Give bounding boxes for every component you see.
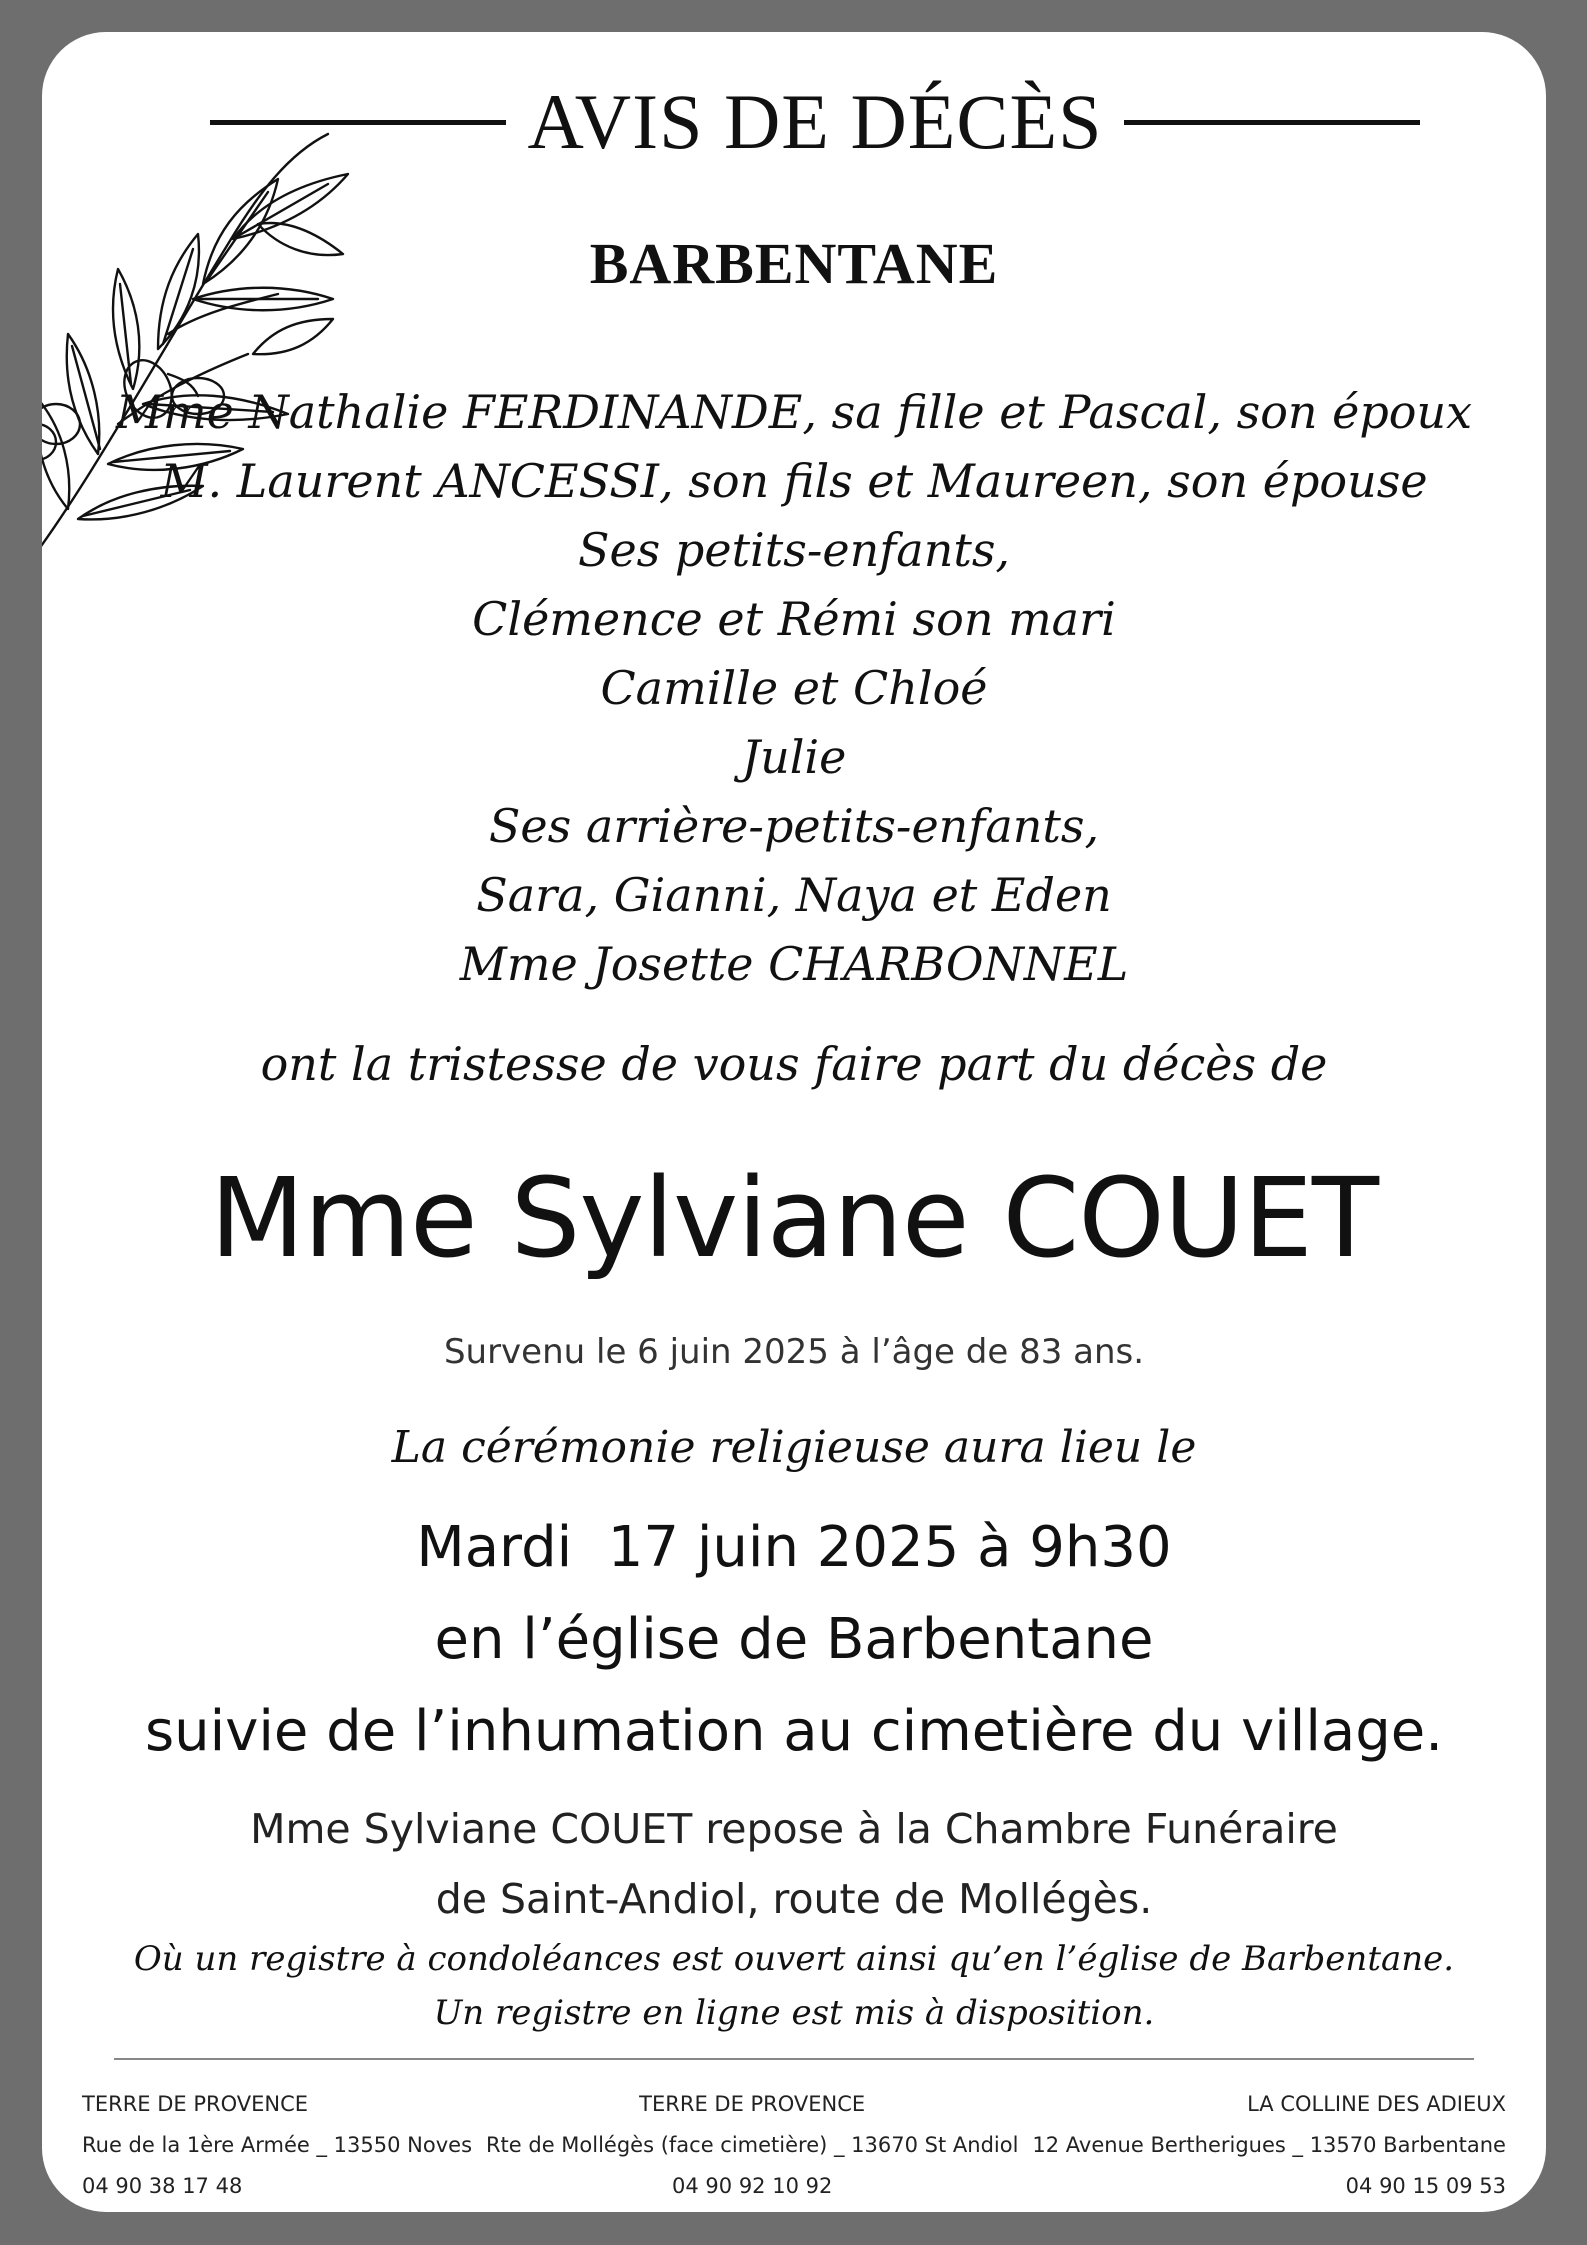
header-rule-right [1124,120,1420,125]
repose-line: Mme Sylviane COUET repose à la Chambre Funéraire [250,1805,1338,1853]
funeral-home-phone: 04 90 15 09 53 [1345,2174,1506,2198]
family-line: M. Laurent ANCESSI, son fils et Maureen, son épouse [160,454,1428,508]
death-date-age: Survenu le 6 juin 2025 à l’âge de 83 ans. [443,1332,1145,1372]
notice-card [42,32,1546,2212]
notice-title: AVIS DE DÉCÈS [527,78,1103,165]
funeral-home-address: Rte de Mollégès (face cimetière) _ 13670 St Andiol [485,2133,1019,2157]
family-line: Clémence et Rémi son mari [472,592,1116,646]
ceremony-intro: La cérémonie religieuse aura lieu le [391,1422,1197,1473]
funeral-home-address: 12 Avenue Bertherigues _ 13570 Barbentane [1032,2133,1506,2157]
funeral-home-name: LA COLLINE DES ADIEUX [1247,2092,1506,2116]
funeral-home-name: TERRE DE PROVENCE [82,2092,309,2116]
family-line: Ses arrière-petits-enfants, [488,799,1100,853]
family-line: Mme Josette CHARBONNEL [459,937,1129,991]
register-line: Un registre en ligne est mis à disposition. [433,1993,1155,2033]
funeral-home-barbentane [1032,2084,1506,2207]
ceremony-place: en l’église de Barbentane [434,1607,1154,1672]
ceremony-details [42,1502,1546,1778]
family-line: Camille et Chloé [600,661,988,715]
ceremony-date: Mardi 17 juin 2025 à 9h30 [416,1515,1172,1580]
repose-line: de Saint-Andiol, route de Mollégès. [435,1875,1153,1923]
funeral-home-name: TERRE DE PROVENCE [639,2092,866,2116]
family-line: Julie [741,730,847,784]
register-line: Où un registre à condoléances est ouvert ainsi qu’en l’église de Barbentane. [133,1939,1455,1979]
funeral-home-address: Rue de la 1ère Armée _ 13550 Noves [82,2133,473,2157]
family-line: Mme Nathalie FERDINANDE, sa fille et Pascal, son époux [115,385,1473,439]
header-rule-left [210,120,506,125]
deceased-name: Mme Sylviane COUET [209,1154,1379,1282]
family-line: Ses petits-enfants, [577,523,1011,577]
funeral-home-st-andiol [486,2084,1019,2207]
announcement-intro: ont la tristesse de vous faire part du décès de [260,1037,1328,1091]
footer-divider [114,2058,1474,2060]
funeral-homes-footer [82,2084,1506,2207]
repose-info [42,1794,1546,1934]
notice-header [210,76,1420,168]
family-line: Sara, Gianni, Naya et Eden [476,868,1112,922]
burial-info: suivie de l’inhumation au cimetière du village. [144,1699,1444,1764]
register-notes [42,1932,1546,2040]
family-list [42,378,1546,999]
town-name: BARBENTANE [589,231,999,296]
funeral-home-noves [82,2084,472,2207]
funeral-home-phone: 04 90 38 17 48 [82,2174,243,2198]
funeral-home-phone: 04 90 92 10 92 [672,2174,833,2198]
